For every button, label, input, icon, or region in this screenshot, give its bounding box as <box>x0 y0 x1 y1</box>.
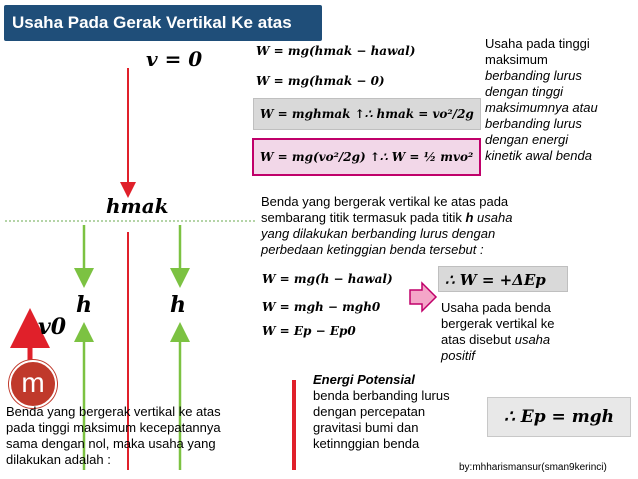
note-positive-line-3b: usaha <box>514 332 551 347</box>
page-title: Usaha Pada Gerak Vertikal Ke atas <box>4 5 322 41</box>
label-v-zero: v = 0 <box>146 47 203 71</box>
middle-line-3: yang dilakukan berbanding lurus dengan <box>261 226 496 241</box>
label-v0: v0 <box>38 314 67 340</box>
equation-mid-3: W = Ep − Ep0 <box>262 324 356 338</box>
bottom-left-line: dilakukan adalah : <box>6 452 111 467</box>
middle-line-2-h: h <box>465 210 474 225</box>
bottom-left-line: sama dengan nol, maka usaha yang <box>6 436 216 451</box>
note-positive-line-2: bergerak vertikal ke <box>441 316 555 331</box>
energy-formula-box: ∴ Ep = mgh <box>487 397 631 437</box>
result-box: ∴ W = +ΔEp <box>438 266 568 292</box>
note-top-line: Usaha pada tinggi <box>485 36 590 51</box>
middle-line-2 <box>261 210 601 226</box>
energy-line-3: gravitasi bumi dan <box>313 420 419 435</box>
note-top-line: berbanding lurus <box>485 116 582 131</box>
note-top <box>485 36 635 164</box>
energy-line-1: benda berbanding lurus <box>313 388 450 403</box>
energy-line-2: dengan percepatan <box>313 404 426 419</box>
equation-top-3: W = mghmak ↑∴ hmak = vo²/2g <box>253 98 481 130</box>
energy-text <box>313 372 483 452</box>
note-positive-line-3 <box>441 332 621 348</box>
note-top-line: maksimumnya atau <box>485 100 598 115</box>
equation-highlight: W = mg(vo²/2g) ↑∴ W = ½ mvo² <box>252 138 481 176</box>
note-top-line: dengan tinggi <box>485 84 564 99</box>
note-top-line: berbanding lurus <box>485 68 582 83</box>
note-positive <box>441 300 621 364</box>
note-positive-line-1: Usaha pada benda <box>441 300 551 315</box>
middle-text <box>261 194 601 258</box>
energy-line-4: ketinnggian benda <box>313 436 420 451</box>
middle-line-2a: sembarang titik termasuk pada titik <box>261 210 466 225</box>
bottom-left-line: pada tinggi maksimum kecepatannya <box>6 420 221 435</box>
equation-mid-1: W = mg(h − hawal) <box>262 272 393 286</box>
label-h-left: h <box>76 292 92 318</box>
bottom-left-text <box>6 404 291 468</box>
label-h-mak: hmak <box>106 194 169 218</box>
middle-line-4: perbedaan ketinggian benda tersebut : <box>261 242 484 257</box>
pink-pointer-arrow <box>410 283 436 311</box>
note-top-line: kinetik awal benda <box>485 148 592 163</box>
middle-line-2b: usaha <box>473 210 513 225</box>
note-positive-line-3a: atas disebut <box>441 332 515 347</box>
note-top-line: dengan energi <box>485 132 569 147</box>
note-top-line: maksimum <box>485 52 548 67</box>
equation-top-1: W = mg(hmak − hawal) <box>256 44 416 58</box>
bottom-left-line: Benda yang bergerak vertikal ke atas <box>6 404 221 419</box>
middle-line-1: Benda yang bergerak vertikal ke atas pada <box>261 194 509 209</box>
energy-heading: Energi Potensial <box>313 372 415 387</box>
equation-mid-2: W = mgh − mgh0 <box>262 300 381 314</box>
credit-text: by:mhharismansur(sman9kerinci) <box>459 462 607 473</box>
label-h-right: h <box>170 292 186 318</box>
equation-top-2: W = mg(hmak − 0) <box>256 74 385 88</box>
note-positive-line-4: positif <box>441 348 475 363</box>
mass-circle: m <box>9 360 57 408</box>
